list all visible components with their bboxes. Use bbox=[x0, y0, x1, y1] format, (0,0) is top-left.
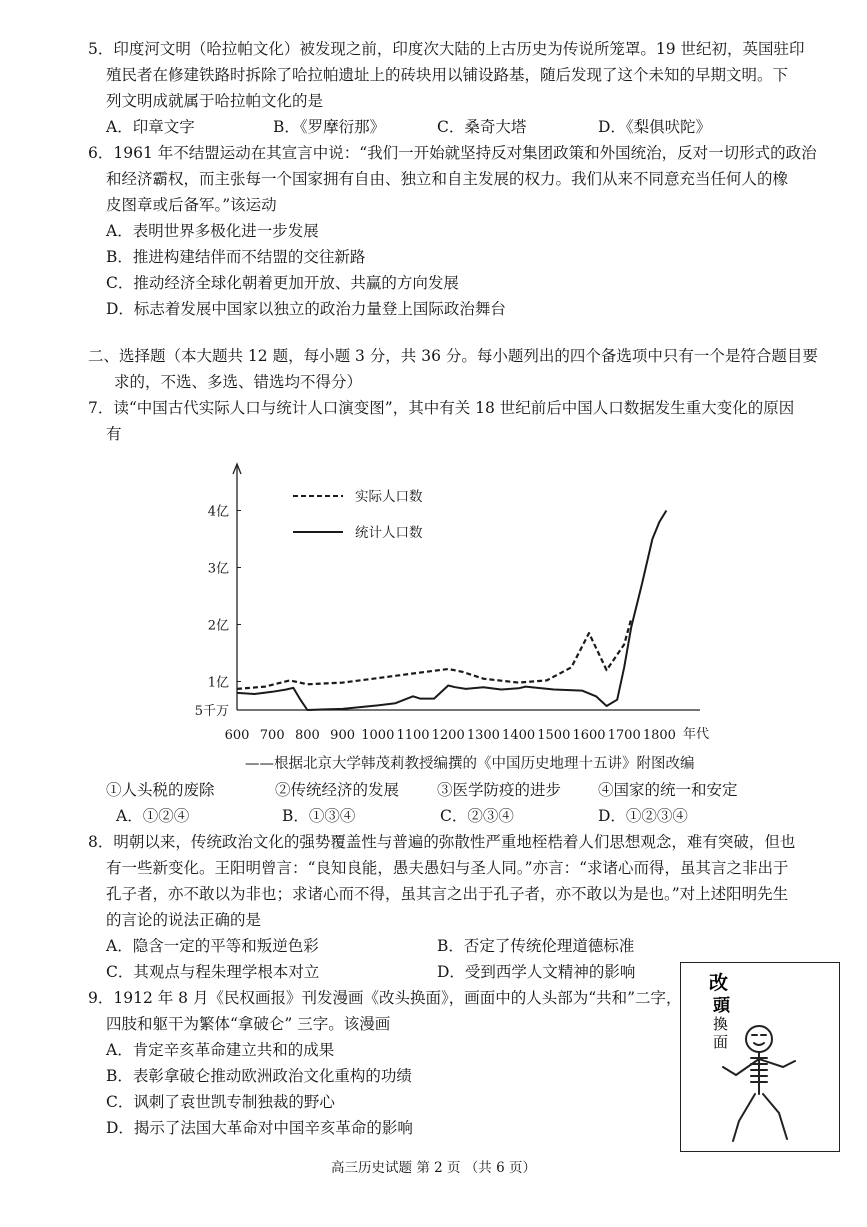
q8-line-3: 孔子者，亦不敢以为非也；求诸心而不得，虽其言之出于孔子者，亦不敢以为是也。”对上述阳明先生 bbox=[106, 885, 789, 903]
q8-line-2: 有一些新变化。王阳明曾言：“良知良能，愚夫愚妇与圣人同。”亦言：“求诸心而得，虽其言之非出于 bbox=[106, 859, 789, 877]
q8-option-b: B．否定了传统伦理道德标准 bbox=[437, 937, 635, 955]
page-footer: 高三历史试题 第 2 页 （共 6 页） bbox=[331, 1160, 536, 1176]
q5-option-c: C．桑奇大塔 bbox=[437, 118, 527, 136]
q7-item-4: ④国家的统一和安定 bbox=[598, 781, 738, 799]
q6-option-c: C．推动经济全球化朝着更加开放、共赢的方向发展 bbox=[106, 274, 459, 292]
q6-line-3: 皮图章或后备军。”该运动 bbox=[106, 196, 277, 214]
q8-line-1: 8．明朝以来，传统政治文化的强势覆盖性与普遍的弥散性严重地桎梏着人们思想观念，难有突破，但也 bbox=[88, 833, 796, 851]
q7-option-a: A．①②④ bbox=[116, 807, 190, 825]
y-tick-label: 3亿 bbox=[207, 561, 229, 577]
q6-option-b: B．推进构建结伴而不结盟的交往新路 bbox=[106, 248, 366, 266]
x-tick-label: 1400 bbox=[502, 728, 536, 743]
y-tick-label: 4亿 bbox=[207, 504, 229, 520]
x-tick-label: 800 bbox=[294, 728, 320, 743]
cartoon-drawing bbox=[681, 963, 839, 1151]
q6-option-d: D．标志着发展中国家以独立的政治力量登上国际政治舞台 bbox=[106, 300, 506, 318]
x-tick-label: 1500 bbox=[537, 728, 571, 743]
section2-heading-cont: 求的，不选、多选、错选均不得分） bbox=[114, 373, 363, 391]
series-line-actual bbox=[237, 619, 631, 689]
q8-option-c: C．其观点与程朱理学根本对立 bbox=[106, 963, 320, 981]
y-tick-label: 1亿 bbox=[207, 675, 229, 691]
chart-caption: ——根据北京大学韩茂莉教授编撰的《中国历史地理十五讲》附图改编 bbox=[245, 756, 695, 772]
q7-option-b: B．①③④ bbox=[282, 807, 356, 825]
legend-label: 实际人口数 bbox=[355, 489, 423, 505]
x-tick-label: 1200 bbox=[431, 728, 465, 743]
q5-option-d: D．《梨俱吠陀》 bbox=[598, 118, 712, 136]
series-line-statistical bbox=[237, 511, 666, 711]
q9-option-c: C．讽刺了袁世凯专制独裁的野心 bbox=[106, 1093, 335, 1111]
cartoon-title-1: 改 bbox=[709, 972, 729, 994]
x-tick-labels bbox=[225, 728, 676, 743]
x-tick-label: 1100 bbox=[396, 728, 430, 743]
q7-line-1: 7．读“中国古代实际人口与统计人口演变图”，其中有关 18 世纪前后中国人口数据发生重大变化的原因 bbox=[88, 399, 795, 417]
q8-line-4: 的言论的说法正确的是 bbox=[106, 911, 262, 929]
x-tick-label: 600 bbox=[224, 728, 250, 743]
q9-line-1: 9．1912 年 8 月《民权画报》刊发漫画《改头换面》，画面中的人头部为“共和”二字， bbox=[88, 989, 682, 1007]
q7-item-2: ②传统经济的发展 bbox=[275, 781, 400, 799]
q5-line-3: 列文明成就属于哈拉帕文化的是 bbox=[106, 92, 324, 110]
q5-line-2: 殖民者在修建铁路时拆除了哈拉帕遗址上的砖块用以铺设路基，随后发现了这个未知的早期文明。下 bbox=[106, 66, 789, 84]
q8-option-d: D．受到西学人文精神的影响 bbox=[437, 963, 636, 981]
cartoon-figure bbox=[680, 962, 840, 1152]
x-axis-label: 年代 bbox=[683, 727, 710, 742]
cartoon-title-4: 面 bbox=[713, 1033, 729, 1051]
x-tick-label: 700 bbox=[259, 728, 285, 743]
q7-item-1: ①人头税的废除 bbox=[106, 781, 215, 799]
cartoon-title-2: 頭 bbox=[713, 996, 730, 1016]
cartoon-title-3: 換 bbox=[713, 1015, 729, 1033]
y-tick-labels bbox=[195, 505, 241, 720]
x-tick-label: 1000 bbox=[361, 728, 395, 743]
q6-option-a: A．表明世界多极化进一步发展 bbox=[106, 222, 319, 240]
q5-option-a: A．印章文字 bbox=[106, 118, 195, 136]
q9-option-b: B．表彰拿破仑推动欧洲政治文化重构的功绩 bbox=[106, 1067, 412, 1085]
q5-line-1: 5．印度河文明（哈拉帕文化）被发现之前，印度次大陆的上古历史为传说所笼罩。19 世纪初，英国驻印 bbox=[88, 40, 805, 58]
population-chart bbox=[195, 458, 755, 748]
q9-option-a: A．肯定辛亥革命建立共和的成果 bbox=[106, 1041, 335, 1059]
q7-line-2: 有 bbox=[106, 425, 122, 443]
cartoon-person bbox=[723, 1026, 795, 1141]
q6-line-1: 6．1961 年不结盟运动在其宣言中说：“我们一开始就坚持反对集团政策和外国统治，反对一切形式的政治 bbox=[88, 144, 817, 162]
q7-option-c: C．②③④ bbox=[440, 807, 514, 825]
x-tick-label: 900 bbox=[330, 728, 356, 743]
x-tick-label: 1300 bbox=[466, 728, 500, 743]
q9-line-2: 四肢和躯干为繁体“拿破仑” 三字。该漫画 bbox=[106, 1015, 391, 1033]
q8-option-a: A．隐含一定的平等和叛逆色彩 bbox=[106, 937, 319, 955]
x-tick-label: 1700 bbox=[607, 728, 641, 743]
y-tick-label: 2亿 bbox=[207, 618, 229, 634]
q6-line-2: 和经济霸权，而主张每一个国家拥有自由、独立和自主发展的权力。我们从来不同意充当任何人的橡 bbox=[106, 170, 789, 188]
q7-item-3: ③医学防疫的进步 bbox=[437, 781, 562, 799]
q5-option-b: B．《罗摩衍那》 bbox=[273, 118, 386, 136]
x-tick-label: 1800 bbox=[642, 728, 676, 743]
y-tick-label: 5千万 bbox=[195, 704, 229, 719]
chart-series bbox=[237, 511, 666, 711]
q7-option-d: D．①②③④ bbox=[598, 807, 688, 825]
chart-legend bbox=[293, 488, 423, 541]
x-tick-label: 1600 bbox=[572, 728, 606, 743]
legend-label: 统计人口数 bbox=[355, 525, 423, 541]
q9-option-d: D．揭示了法国大革命对中国辛亥革命的影响 bbox=[106, 1119, 413, 1137]
section2-heading: 二、选择题（本大题共 12 题，每小题 3 分，共 36 分。每小题列出的四个备选项中只有一个是符合题目要 bbox=[88, 347, 818, 365]
